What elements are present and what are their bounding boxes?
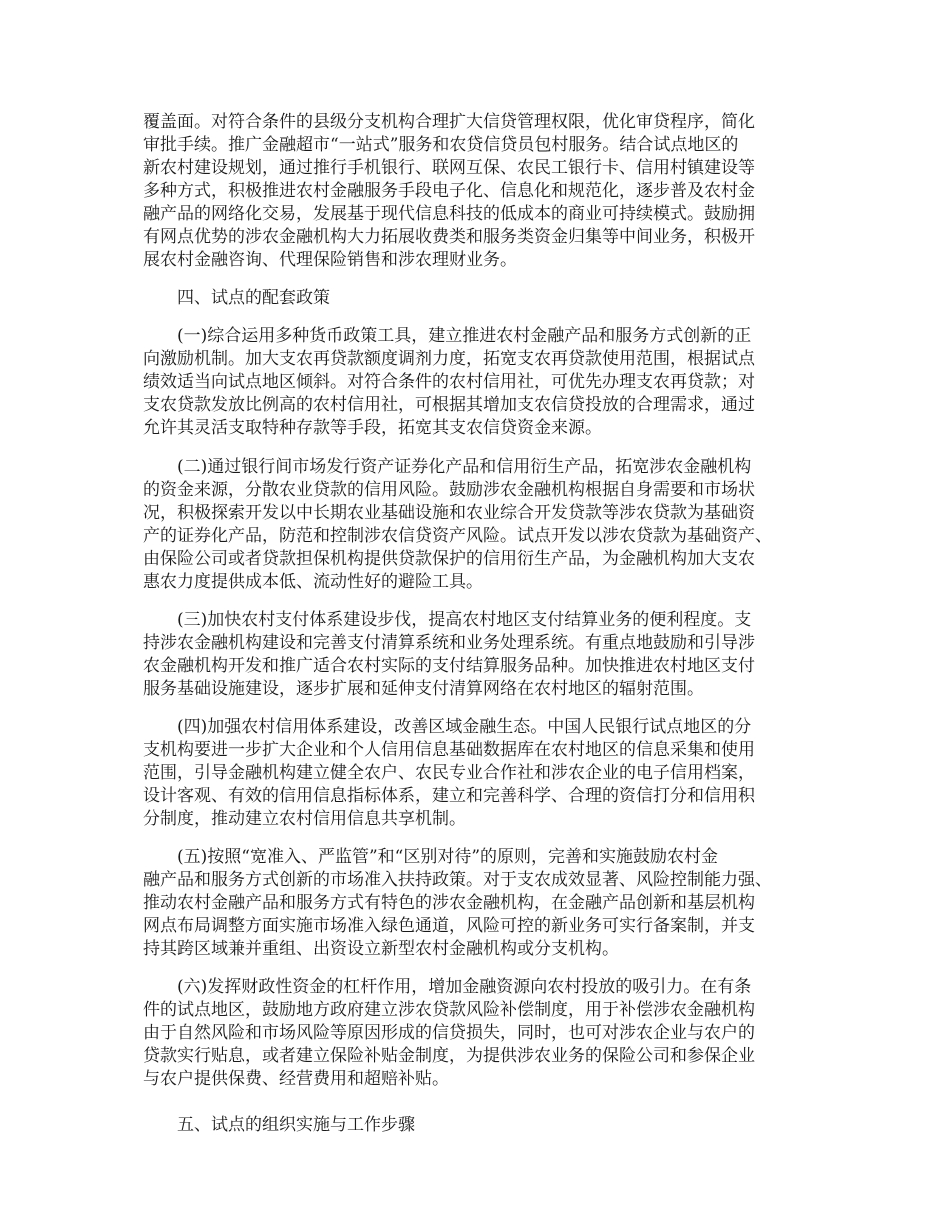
- paragraph-line: (五)按照“宽准入、严监管”和“区别对待”的原则，完善和实施鼓励农村金: [177, 847, 719, 867]
- paragraph-line: 绩效适当向试点地区倾斜。对符合条件的农村信用社，可优先办理支农再贷款；对: [143, 372, 755, 392]
- paragraph-line: 允许其灵活支取特种存款等手段，拓宽其支农信贷资金来源。: [143, 418, 602, 438]
- paragraph-line: 农金融机构开发和推广适合农村实际的支付结算服务品种。加快推进农村地区支付: [143, 656, 755, 676]
- paragraph-line: 服务基础设施建设，逐步扩展和延伸支付清算网络在农村地区的辐射范围。: [143, 679, 704, 699]
- paragraph-line: 推动农村金融产品和服务方式有特色的涉农金融机构，在金融产品创新和基层机构: [143, 893, 755, 913]
- paragraph-line: 件的试点地区，鼓励地方政府建立涉农贷款风险补偿制度，用于补偿涉农金融机构: [143, 1000, 755, 1020]
- paragraph-line: (三)加快农村支付体系建设步伐，提高农村地区支付结算业务的便利程度。支: [177, 610, 752, 630]
- paragraph-line: 支农贷款发放比例高的农村信用社，可根据其增加支农信贷投放的合理需求，通过: [143, 395, 755, 415]
- paragraph-line: 况，积极探索开发以中长期农业基础设施和农业综合开发贷款等涉农贷款为基础资: [143, 503, 755, 523]
- paragraph-line: 融产品和服务方式创新的市场准入扶持政策。对于支农成效显著、风险控制能力强、: [143, 870, 772, 890]
- paragraph-line: (六)发挥财政性资金的杠杆作用，增加金融资源向农村投放的吸引力。在有条: [177, 977, 752, 997]
- paragraph-line: 与农户提供保费、经营费用和超赔补贴。: [143, 1069, 449, 1089]
- paragraph-line: (二)通过银行间市场发行资产证券化产品和信用衍生产品，拓宽涉农金融机构: [177, 457, 752, 477]
- paragraph-line: 网点布局调整方面实施市场准入绿色通道，风险可控的新业务可实行备案制，并支: [143, 916, 755, 936]
- paragraph-line: 有网点优势的涉农金融机构大力拓展收费类和服务类资金归集等中间业务，积极开: [143, 227, 755, 247]
- paragraph-line: 惠农力度提供成本低、流动性好的避险工具。: [143, 572, 483, 592]
- paragraph-line: 向激励机制。加大支农再贷款额度调剂力度，拓宽支农再贷款使用范围，根据试点: [143, 349, 755, 369]
- paragraph-line: 支机构要进一步扩大企业和个人信用信息基础数据库在农村地区的信息采集和使用: [143, 740, 755, 760]
- paragraph-line: 持其跨区域兼并重组、出资设立新型农村金融机构或分支机构。: [143, 939, 619, 959]
- paragraph-line: 展农村金融咨询、代理保险销售和涉农理财业务。: [143, 250, 517, 270]
- paragraph-line: 多种方式，积极推进农村金融服务手段电子化、信息化和规范化，逐步普及农村金: [143, 181, 755, 201]
- paragraph-line: 产的证券化产品，防范和控制涉农信贷资产风险。试点开发以涉农贷款为基础资产、: [143, 526, 772, 546]
- paragraph-line: 分制度，推动建立农村信用信息共享机制。: [143, 809, 466, 829]
- paragraph-line: 由保险公司或者贷款担保机构提供贷款保护的信用衍生产品，为金融机构加大支农: [143, 549, 755, 569]
- section-heading: 四、试点的配套政策: [177, 288, 330, 308]
- paragraph-line: 新农村建设规划，通过推行手机银行、联网互保、农民工银行卡、信用村镇建设等: [143, 158, 755, 178]
- paragraph-line: 范围，引导金融机构建立健全农户、农民专业合作社和涉农企业的电子信用档案，: [143, 763, 755, 783]
- paragraph-line: 融产品的网络化交易，发展基于现代信息科技的低成本的商业可持续模式。鼓励拥: [143, 204, 755, 224]
- paragraph-line: 持涉农金融机构建设和完善支付清算系统和业务处理系统。有重点地鼓励和引导涉: [143, 633, 755, 653]
- paragraph-line: 的资金来源，分散农业贷款的信用风险。鼓励涉农金融机构根据自身需要和市场状: [143, 480, 755, 500]
- paragraph-line: 贷款实行贴息，或者建立保险补贴金制度，为提供涉农业务的保险公司和参保企业: [143, 1046, 755, 1066]
- section-heading: 五、试点的组织实施与工作步骤: [177, 1115, 415, 1135]
- paragraph-line: 覆盖面。对符合条件的县级分支机构合理扩大信贷管理权限，优化审贷程序，简化: [143, 112, 755, 132]
- paragraph-line: (一)综合运用多种货币政策工具，建立推进农村金融产品和服务方式创新的正: [177, 326, 752, 346]
- paragraph-line: (四)加强农村信用体系建设，改善区域金融生态。中国人民银行试点地区的分: [177, 717, 752, 737]
- paragraph-line: 由于自然风险和市场风险等原因形成的信贷损失，同时，也可对涉农企业与农户的: [143, 1023, 755, 1043]
- paragraph-line: 设计客观、有效的信用信息指标体系，建立和完善科学、合理的资信打分和信用积: [143, 786, 755, 806]
- paragraph-line: 审批手续。推广金融超市“一站式”服务和农贷信贷员包村服务。结合试点地区的: [143, 135, 739, 155]
